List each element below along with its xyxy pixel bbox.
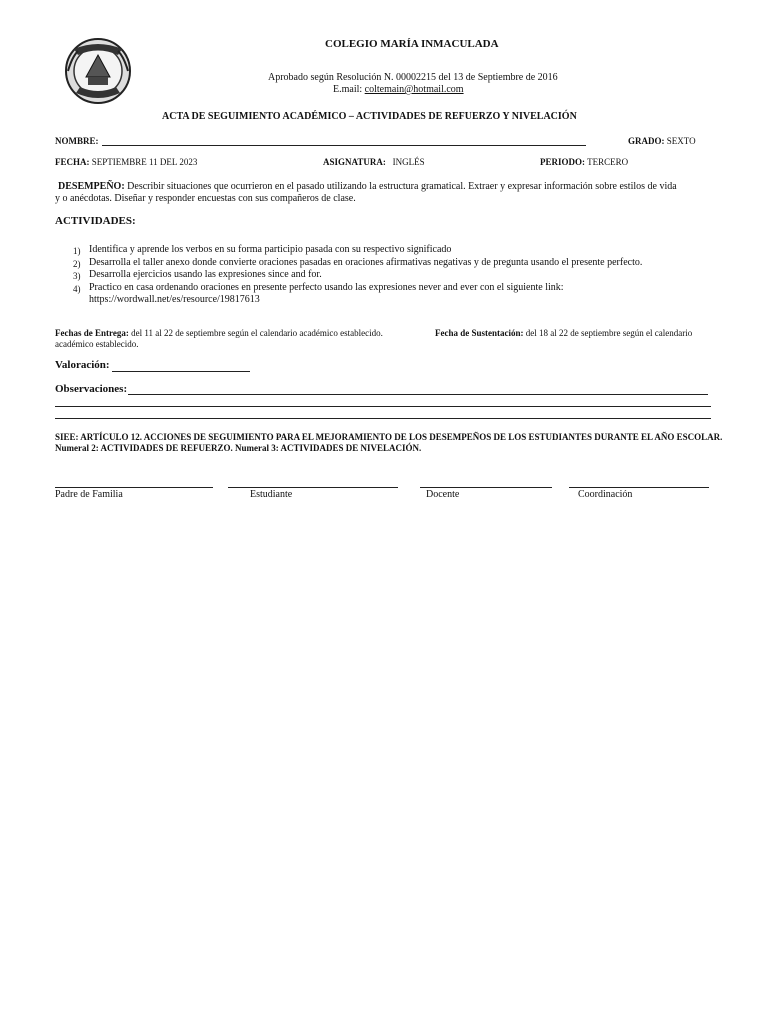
siee-numerals: Numeral 2: ACTIVIDADES DE REFUERZO. Numeral 3: ACTIVIDADES DE NIVELACIÓN. — [55, 443, 422, 453]
email-link[interactable]: coltemain@hotmail.com — [364, 84, 464, 95]
list-item: Desarrolla el taller anexo donde convierte oraciones pasadas en oraciones afirmativas negativas y de pregunta usando el presente perfecto. — [89, 257, 643, 268]
fecha-field — [55, 157, 197, 167]
fecha-sustentacion — [435, 328, 692, 338]
actividades-title: ACTIVIDADES: — [55, 215, 136, 227]
asignatura-label: ASIGNATURA: — [323, 157, 386, 167]
fecha-entrega — [55, 328, 383, 338]
nombre-label: NOMBRE: — [55, 136, 99, 146]
signature-label-docente: Docente — [426, 489, 460, 500]
list-item: Identifica y aprende los verbos en su forma participio pasada con su respectivo significado — [89, 244, 452, 255]
periodo-value: TERCERO — [587, 157, 629, 167]
signature-label-estudiante: Estudiante — [250, 489, 293, 500]
signature-line-coordinacion[interactable] — [569, 487, 709, 488]
nombre-field[interactable] — [102, 145, 586, 146]
observaciones-field[interactable] — [128, 394, 708, 395]
observaciones-label: Observaciones: — [55, 383, 128, 395]
entrega-label: Fechas de Entrega: — [55, 328, 129, 338]
valoracion-field[interactable] — [112, 371, 250, 372]
desempeno-label: DESEMPEÑO: — [58, 181, 125, 192]
grado-label: GRADO: — [628, 136, 665, 146]
observaciones-line-2[interactable] — [55, 406, 711, 407]
wordwall-link[interactable]: https://wordwall.net/es/resource/19817613 — [89, 294, 260, 305]
periodo-label: PERIODO: — [540, 157, 585, 167]
list-number: 4) — [73, 284, 81, 294]
list-item: Practico en casa ordenando oraciones en presente perfecto usando las expresiones never and ever con el siguiente link: — [89, 282, 564, 293]
entrega-value: del 11 al 22 de septiembre según el calendario académico establecido. — [128, 328, 383, 338]
fecha-value: SEPTIEMBRE 11 DEL 2023 — [91, 157, 198, 167]
signature-label-padre: Padre de Familia — [55, 489, 123, 500]
observaciones-line-3[interactable] — [55, 418, 711, 419]
list-number: 2) — [73, 259, 81, 269]
signature-line-docente[interactable] — [420, 487, 552, 488]
asignatura-field — [323, 157, 425, 167]
grado-field — [628, 136, 696, 146]
list-item: Desarrolla ejercicios usando las expresiones since and for. — [89, 269, 322, 280]
asignatura-value: INGLÉS — [392, 157, 425, 167]
desempeno-line-2: y o anécdotas. Diseñar y responder encuestas con sus compañeros de clase. — [55, 193, 356, 204]
signature-line-padre[interactable] — [55, 487, 213, 488]
siee-article: SIEE: ARTÍCULO 12. ACCIONES DE SEGUIMIENTO PARA EL MEJORAMIENTO DE LOS DESEMPEÑOS DE LOS ESTUDIANTES DURANTE EL AÑO ESCOLAR. — [55, 432, 723, 442]
sustentacion-value: del 18 al 22 de septiembre según el calendario — [523, 328, 693, 338]
list-number: 1) — [73, 246, 81, 256]
desempeno-text-1: Describir situaciones que ocurrieron en el pasado utilizando la estructura gramatical. Extraer y expresar información sobre estilos de vida — [124, 181, 677, 192]
signature-label-coordinacion: Coordinación — [578, 489, 633, 500]
email-line — [333, 84, 464, 95]
grado-value: SEXTO — [666, 136, 696, 146]
valoracion-label: Valoración: — [55, 359, 110, 371]
school-seal-logo — [64, 37, 132, 105]
sustentacion-label: Fecha de Sustentación: — [435, 328, 524, 338]
signature-line-estudiante[interactable] — [228, 487, 398, 488]
approval-resolution: Aprobado según Resolución N. 00002215 del 13 de Septiembre de 2016 — [268, 72, 558, 83]
email-label: E.mail: — [333, 84, 365, 95]
periodo-field — [540, 157, 628, 167]
school-name: COLEGIO MARÍA INMACULADA — [325, 38, 499, 50]
fecha-label: FECHA: — [55, 157, 90, 167]
document-title: ACTA DE SEGUIMIENTO ACADÉMICO – ACTIVIDADES DE REFUERZO Y NIVELACIÓN — [162, 111, 577, 122]
list-number: 3) — [73, 271, 81, 281]
fecha-continuation: académico establecido. — [55, 339, 139, 349]
desempeno-line-1 — [58, 181, 677, 192]
